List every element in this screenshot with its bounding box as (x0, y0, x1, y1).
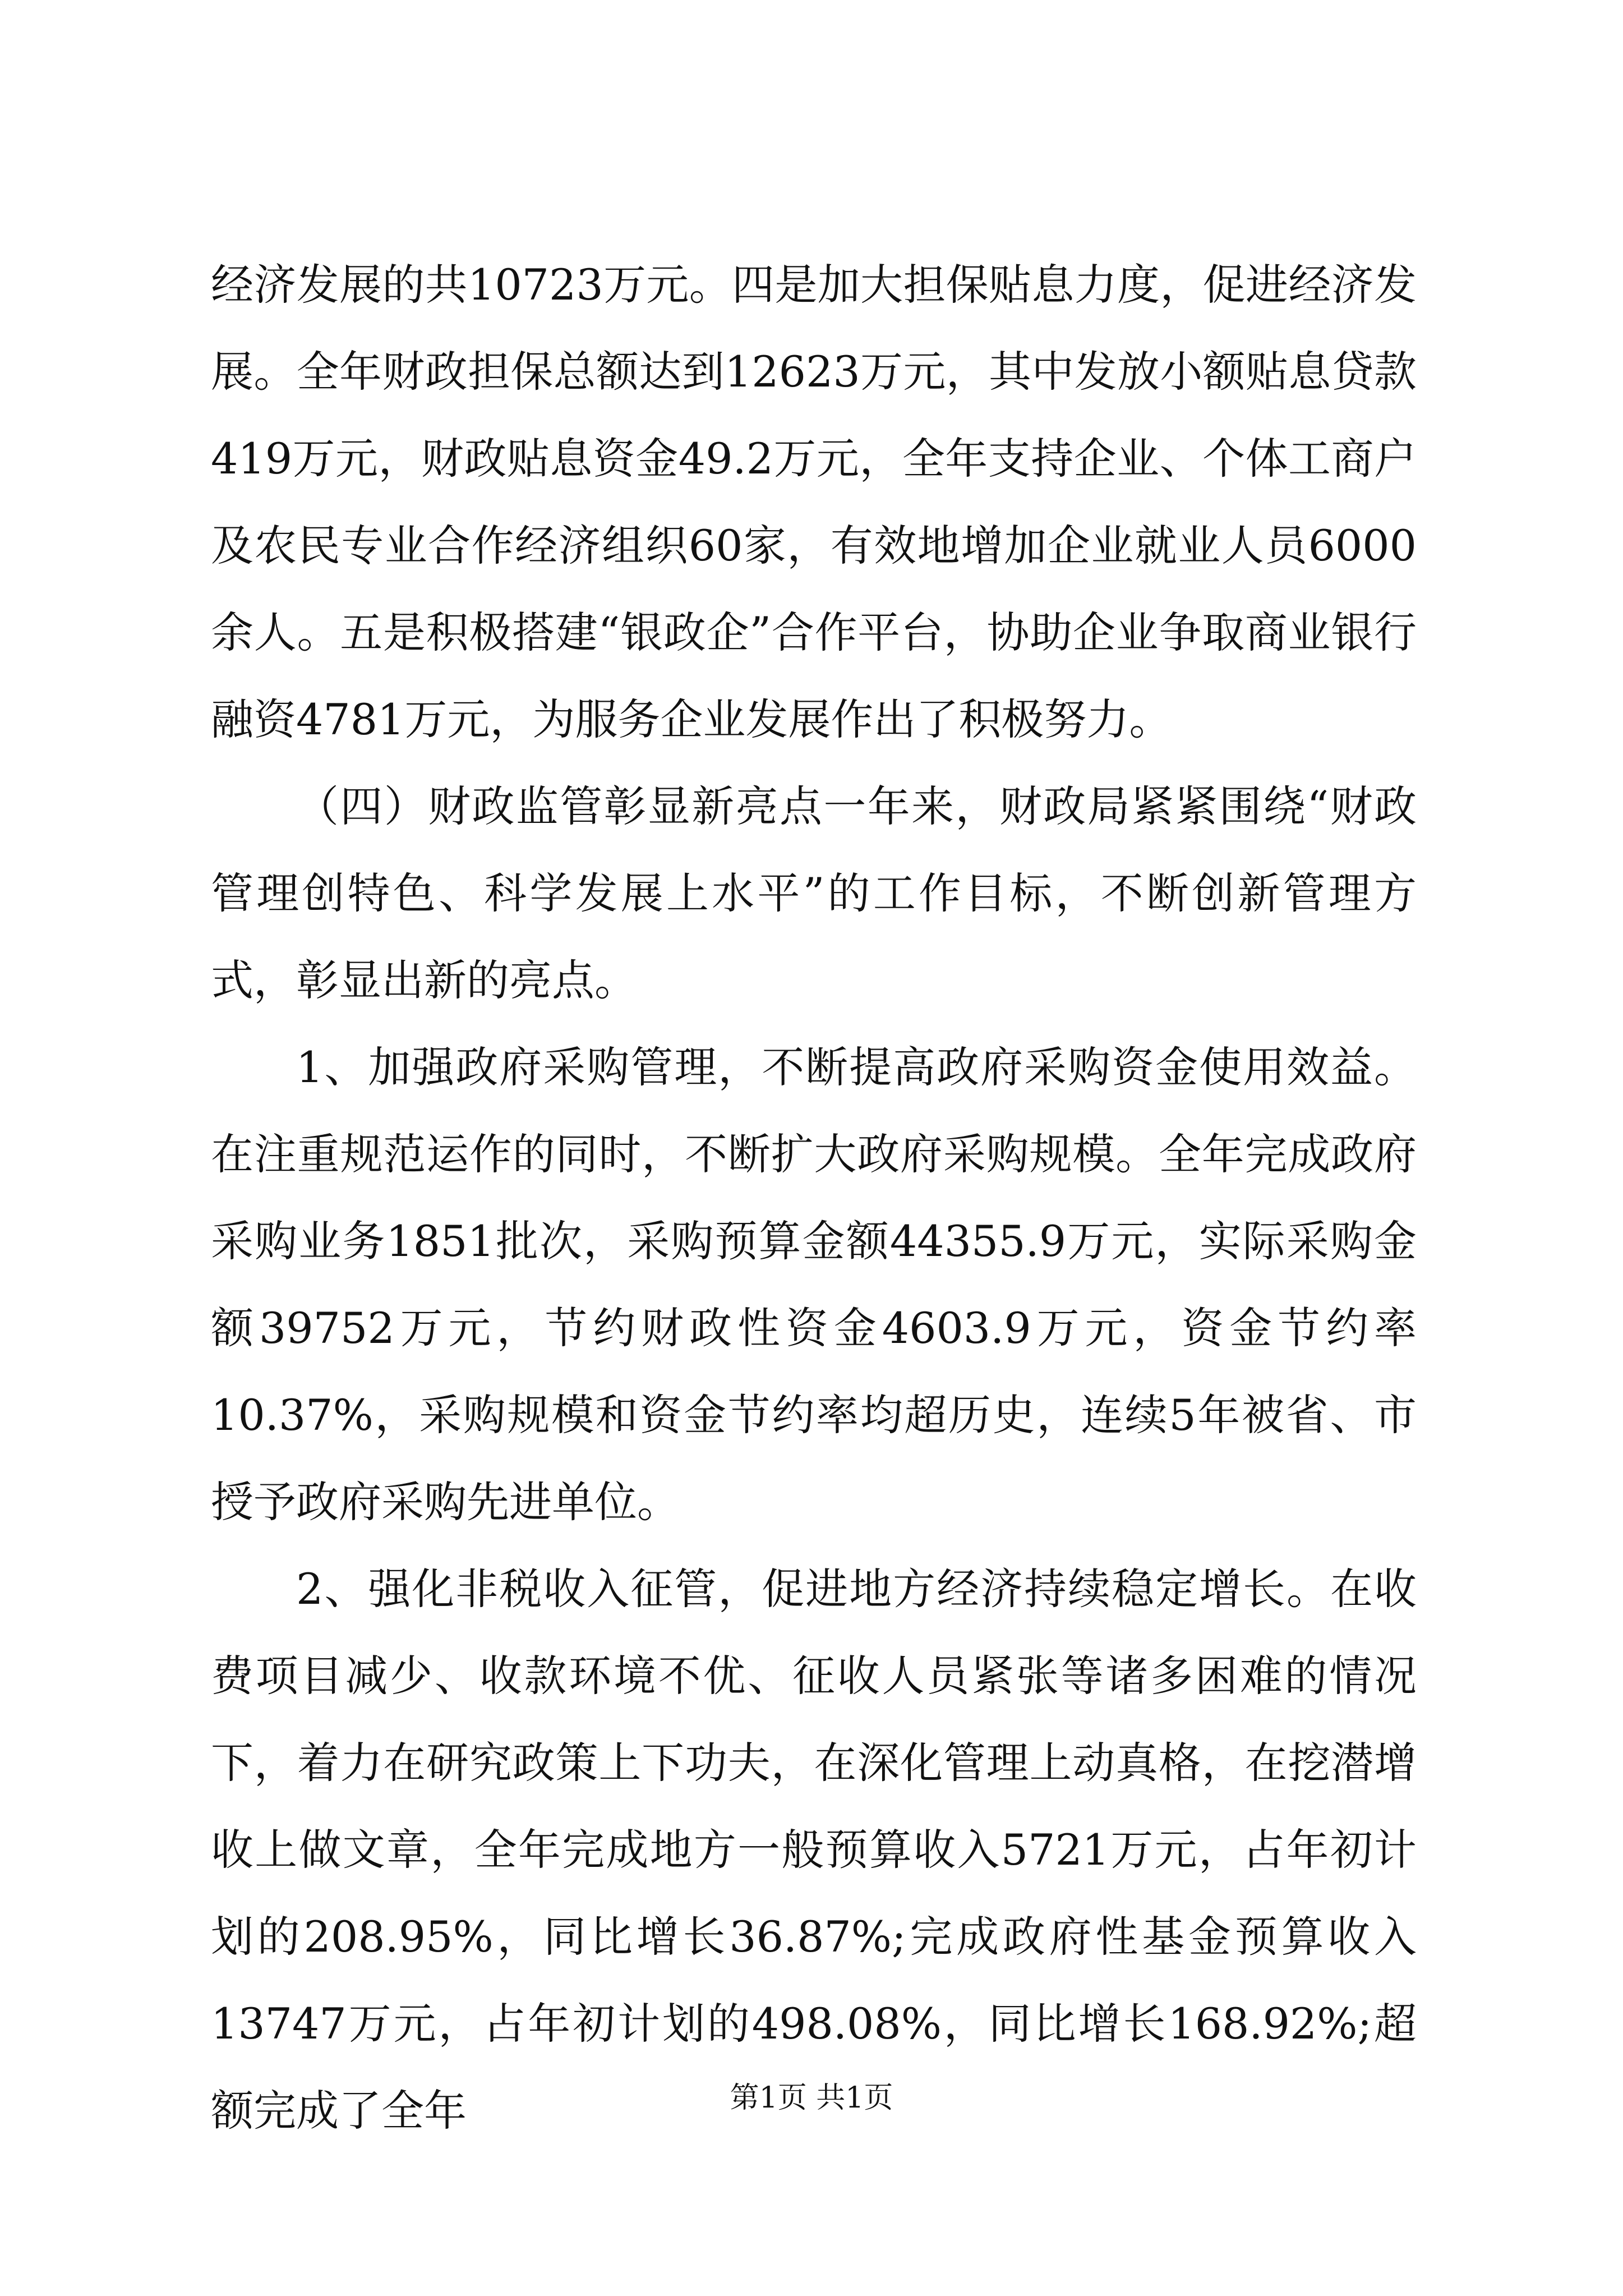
paragraph-government-procurement: 1、加强政府采购管理，不断提高政府采购资金使用效益。在注重规范运作的同时，不断扩大政府采购规模。全年完成政府采购业务1851批次，采购预算金额44355.9万元，实际采购金额39752万元，节约财政性资金4603.9万元，资金节约率10.37%，采购规模和资金节约率均超历史，连续5年被省、市授予政府采购先进单位。 (211, 1042, 1417, 1527)
document-body (211, 241, 1417, 2154)
paragraph-continuation: 经济发展的共10723万元。四是加大担保贴息力度，促进经济发展。全年财政担保总额达到12623万元，其中发放小额贴息贷款419万元，财政贴息资金49.2万元，全年支持企业、个体工商户及农民专业合作经济组织60家，有效地增加企业就业人员6000余人。五是积极搭建“银政企”合作平台，协助企业争取商业银行融资4781万元，为服务企业发展作出了积极努力。 (211, 260, 1417, 744)
paragraph-section-four: （四）财政监管彰显新亮点一年来，财政局紧紧围绕“财政管理创特色、科学发展上水平”的工作目标，不断创新管理方式，彰显出新的亮点。 (211, 781, 1417, 1005)
paragraph-non-tax-revenue: 2、强化非税收入征管，促进地方经济持续稳定增长。在收费项目减少、收款环境不优、征收人员紧张等诸多困难的情况下，着力在研究政策上下功夫，在深化管理上动真格，在挖潜增收上做文章，全年完成地方一般预算收入5721万元，占年初计划的208.95%，同比增长36.87%;完成政府性基金预算收入13747万元，占年初计划的498.08%，同比增长168.92%;超额完成了全年 (211, 1564, 1417, 2136)
page-footer: 第1页 共1页 (730, 2081, 893, 2115)
